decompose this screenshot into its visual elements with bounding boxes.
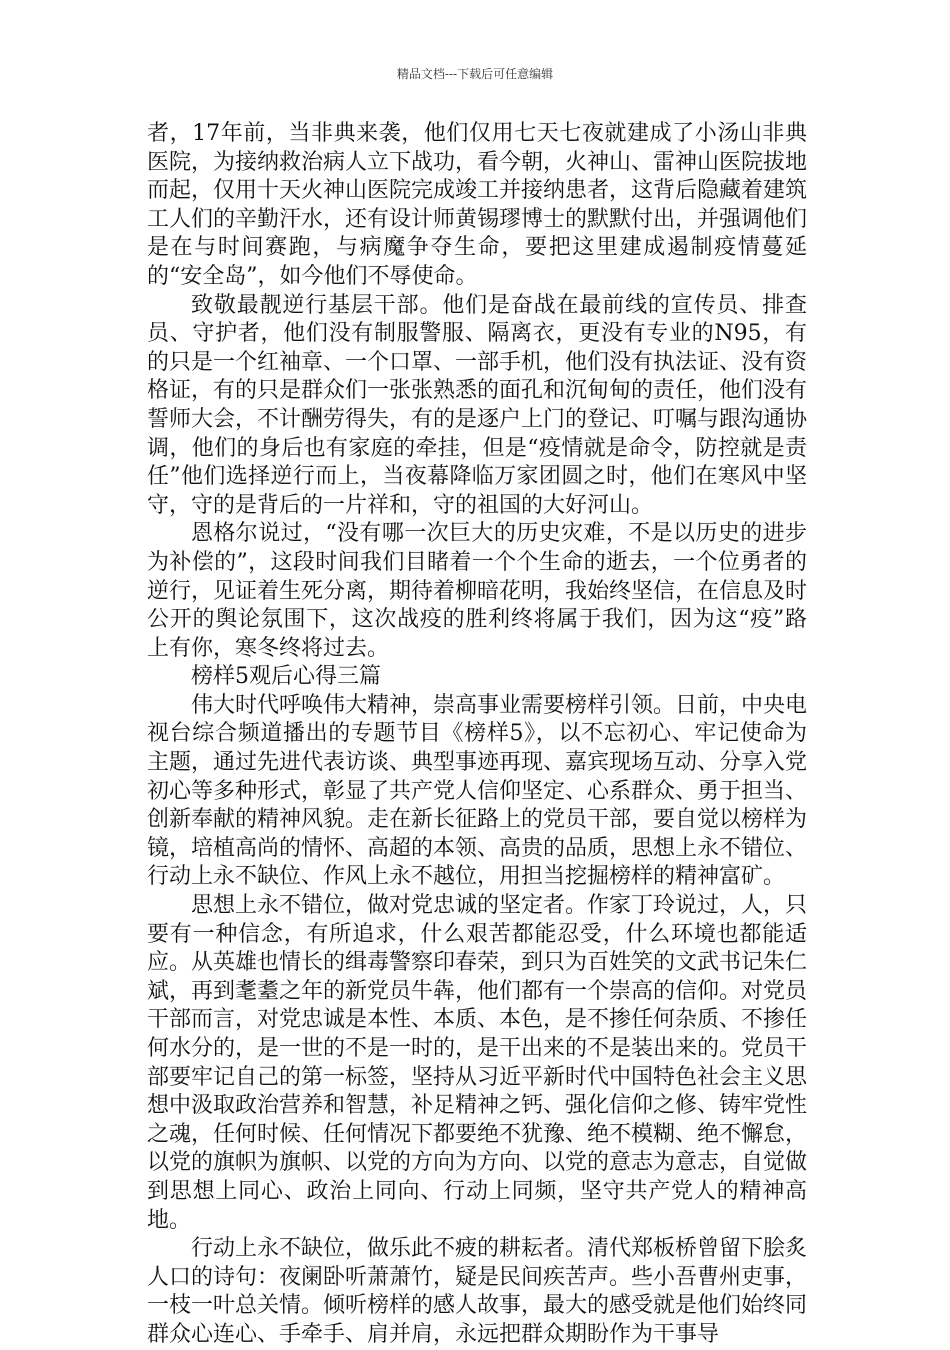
paragraph-engels-quote: 恩格尔说过，“没有哪一次巨大的历史灾难，不是以历史的进步为补偿的”，这段时间我们目睹着一个个生命的逝去，一个位勇者的逆行，见证着生死分离，期待着柳暗花明，我始终坚信，在信息及时公开的舆论氛围下，这次战疫的胜利终将属于我们，因为这“疫”路上有你，寒冬终将过去。 — [147, 521, 808, 661]
paragraph-action-commitment: 行动上永不缺位，做乐此不疲的耕耘者。清代郑板桥曾留下脍炙人口的诗句：夜阑卧听萧萧竹，疑是民间疾苦声。些小吾曹州吏事，一枝一叶总关情。倾听榜样的感人故事，最大的感受就是他们始终同群众心连心、手牵手、肩并肩，永远把群众期盼作为干事导 — [147, 1236, 808, 1347]
paragraph-role-models-intro: 伟大时代呼唤伟大精神，崇高事业需要榜样引领。日前，中央电视台综合频道播出的专题节目《榜样5》，以不忘初心、牢记使命为主题，通过先进代表访谈、典型事迹再现、嘉宾现场互动、分享入党初心等多种形式，彰显了共产党人信仰坚定、心系群众、勇于担当、创新奉献的精神风貌。走在新长征路上的党员干部，要自觉以榜样为镜，培植高尚的情怀、高超的本领、高贵的品质，思想上永不错位、行动上永不缺位、作风上永不越位，用担当挖掘榜样的精神富矿。 — [147, 692, 808, 890]
section-title: 榜样5观后心得三篇 — [191, 664, 381, 690]
paragraph-thought-loyalty: 思想上永不错位，做对党忠诚的坚定者。作家丁玲说过，人，只要有一种信念，有所追求，什么艰苦都能忍受，什么环境也都能适应。从英雄也情长的缉毒警察印春荣，到只为百姓笑的文武书记朱仁斌，再到耄耋之年的新党员牛犇，他们都有一个崇高的信仰。对党员干部而言，对党忠诚是本性、本质、本色，是不掺任何杂质、不掺任何水分的，是一世的不是一时的，是干出来的不是装出来的。党员干部要牢记自己的第一标签，坚持从习近平新时代中国特色社会主义思想中汲取政治营养和智慧，补足精神之钙、强化信仰之修、铸牢党性之魂，任何时候、任何情况下都要绝不犹豫、绝不模糊、绝不懈怠，以党的旗帜为旗帜、以党的方向为方向、以党的意志为意志，自觉做到思想上同心、政治上同向、行动上同频，坚守共产党人的精神高地。 — [147, 893, 808, 1233]
page-header: 精品文档---下载后可任意编辑 — [396, 67, 554, 81]
paragraph-continuation: 者，17年前，当非典来袭，他们仅用七天七夜就建成了小汤山非典医院，为接纳救治病人立下战功，看今朝，火神山、雷神山医院拔地而起，仅用十天火神山医院完成竣工并接纳患者，这背后隐藏着建筑工人们的辛勤汗水，还有设计师黄锡璆博士的默默付出，并强调他们是在与时间赛跑，与病魔争夺生命，要把这里建成遏制疫情蔓延的“安全岛”，如今他们不辱使命。 — [147, 121, 808, 289]
paragraph-grassroots-cadres: 致敬最靓逆行基层干部。他们是奋战在最前线的宣传员、排查员、守护者，他们没有制服警服、隔离衣，更没有专业的N95，有的只是一个红袖章、一个口罩、一部手机，他们没有执法证、没有资格证，有的只是群众们一张张熟悉的面孔和沉甸甸的责任，他们没有誓师大会，不计酬劳得失，有的是逐户上门的登记、叮嘱与跟沟通协调，他们的身后也有家庭的牵挂，但是“疫情就是命令，防控就是责任”他们选择逆行而上，当夜幕降临万家团圆之时，他们在寒风中坚守，守的是背后的一片祥和，守的祖国的大好河山。 — [147, 292, 808, 518]
document-body — [147, 120, 807, 1350]
